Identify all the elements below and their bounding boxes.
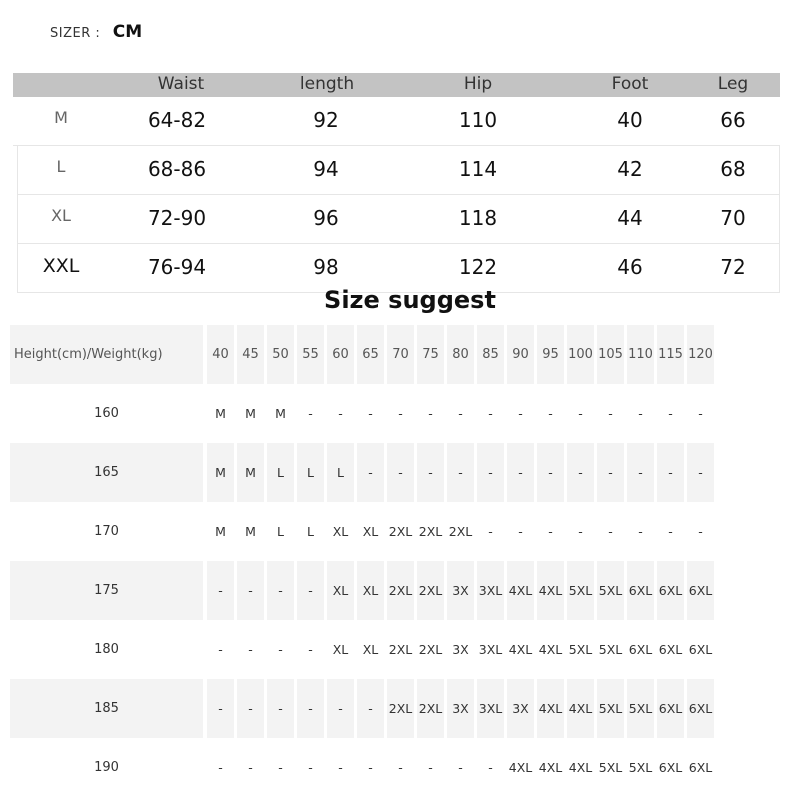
size-cell: - [417,443,444,502]
cell-hip: 110 [458,108,498,132]
size-cell: 2XL [418,524,443,539]
size-cell: - [297,561,324,620]
cell-foot: 44 [617,206,643,230]
size-cell: - [267,561,294,620]
size-cell: M [237,443,264,502]
weight-header-cell: 75 [417,325,444,384]
weight-header-cell: 85 [477,325,504,384]
weight-header-cell: 40 [207,325,234,384]
size-cell: 6XL [628,642,653,657]
size-suggest-grid [10,325,775,797]
measurement-table [13,73,780,293]
cell-size: XXL [42,255,80,277]
size-cell: - [477,443,504,502]
header-leg: Leg [717,74,749,94]
size-cell: - [458,406,463,421]
size-cell: L [307,524,314,539]
cell-length: 98 [313,255,339,279]
size-cell: 4XL [538,642,563,657]
size-cell: - [608,406,613,421]
size-cell: - [278,642,283,657]
size-cell: - [368,760,373,775]
size-cell: - [428,406,433,421]
cell-length: 92 [313,108,339,132]
size-cell: 5XL [598,642,623,657]
cell-leg: 68 [720,157,746,181]
size-cell: - [488,406,493,421]
cell-hip: 122 [458,255,498,279]
size-cell: 6XL [687,679,714,738]
weight-header-cell: 95 [537,325,564,384]
size-cell: - [338,406,343,421]
unit-label: SIZER : [50,26,101,41]
size-cell: 4XL [508,760,533,775]
size-cell: - [548,406,553,421]
header-hip: Hip [463,74,493,94]
weight-header-cell: 65 [357,325,384,384]
cell-hip: 118 [458,206,498,230]
size-cell: 4XL [537,679,564,738]
cell-waist: 72-90 [147,206,207,230]
size-cell: 4XL [537,561,564,620]
size-cell: - [608,524,613,539]
size-cell: M [215,406,226,421]
size-cell: XL [327,561,354,620]
size-cell: - [308,760,313,775]
size-cell: - [357,443,384,502]
size-cell: 6XL [687,561,714,620]
corner-label: Height(cm)/Weight(kg) [10,325,203,384]
size-cell: 3X [452,642,469,657]
size-cell: 4XL [567,679,594,738]
size-cell: - [387,443,414,502]
size-cell: - [398,406,403,421]
size-cell: 6XL [658,760,683,775]
size-cell: 6XL [688,760,713,775]
weight-header-cell: 90 [507,325,534,384]
size-cell: - [218,642,223,657]
cell-length: 94 [313,157,339,181]
cell-leg: 70 [720,206,746,230]
size-cell: 2XL [388,642,413,657]
size-cell: - [308,642,313,657]
suggest-row [10,620,775,679]
weight-header-cell: 60 [327,325,354,384]
size-cell: - [537,443,564,502]
size-cell: - [278,760,283,775]
header-waist: Waist [157,74,205,94]
size-cell: - [638,406,643,421]
cell-foot: 46 [617,255,643,279]
height-cell: 160 [94,406,119,421]
size-cell: 4XL [568,760,593,775]
suggest-row [10,443,775,502]
unit-value: CM [112,22,143,42]
size-cell: M [275,406,286,421]
size-cell: - [668,524,673,539]
size-cell: - [507,443,534,502]
size-cell: 2XL [388,524,413,539]
size-cell: - [627,443,654,502]
size-cell: - [638,524,643,539]
measurement-header [13,73,780,97]
size-cell: - [578,524,583,539]
header-length: length [299,74,355,94]
size-cell: 6XL [688,642,713,657]
size-cell: 5XL [627,679,654,738]
cell-waist: 68-86 [147,157,207,181]
size-cell: - [518,406,523,421]
size-cell: - [488,524,493,539]
size-cell: - [237,679,264,738]
size-cell: L [267,443,294,502]
size-cell: - [668,406,673,421]
size-cell: - [447,443,474,502]
size-cell: 2XL [417,561,444,620]
size-cell: - [308,406,313,421]
size-cell: 4XL [508,642,533,657]
suggest-row [10,384,775,443]
weight-header-cell: 120 [687,325,714,384]
size-cell: 3X [447,561,474,620]
size-cell: - [687,443,714,502]
size-cell: 3X [447,679,474,738]
size-cell: - [597,443,624,502]
size-cell: 3XL [477,561,504,620]
cell-waist: 76-94 [147,255,207,279]
weight-header-cell: 70 [387,325,414,384]
size-cell: M [245,406,256,421]
height-cell: 170 [94,524,119,539]
size-cell: - [237,561,264,620]
unit-line [50,22,142,42]
size-cell: M [207,443,234,502]
suggest-row [10,502,775,561]
measurement-row [17,146,780,195]
size-cell: M [215,524,226,539]
size-cell: - [248,760,253,775]
weight-header-cell: 55 [297,325,324,384]
size-cell: XL [332,524,349,539]
size-cell: 4XL [538,760,563,775]
height-cell: 180 [94,642,119,657]
size-cell: L [327,443,354,502]
size-cell: 5XL [568,642,593,657]
size-cell: 6XL [658,642,683,657]
size-cell: 2XL [418,642,443,657]
cell-leg: 72 [720,255,746,279]
cell-length: 96 [313,206,339,230]
size-cell: L [277,524,284,539]
size-cell: XL [362,642,379,657]
weight-header-cell: 80 [447,325,474,384]
size-cell: - [368,406,373,421]
suggest-row [10,679,775,738]
weight-header-cell: 45 [237,325,264,384]
size-cell: 5XL [567,561,594,620]
size-cell: - [518,524,523,539]
size-cell: 2XL [387,561,414,620]
cell-hip: 114 [458,157,498,181]
height-cell: 175 [10,561,203,620]
weight-header-cell: 115 [657,325,684,384]
size-cell: - [698,406,703,421]
weight-header-cell: 110 [627,325,654,384]
size-cell: - [248,642,253,657]
cell-waist: 64-82 [147,108,207,132]
size-cell: - [458,760,463,775]
size-cell: - [428,760,433,775]
size-suggest-title: Size suggest [324,286,496,314]
size-cell: 5XL [597,679,624,738]
size-cell: - [567,443,594,502]
size-cell: - [218,760,223,775]
suggest-row [10,738,775,797]
height-cell: 185 [10,679,203,738]
height-cell: 165 [10,443,203,502]
size-cell: - [207,561,234,620]
size-cell: 2XL [417,679,444,738]
size-cell: 2XL [387,679,414,738]
size-cell: XL [332,642,349,657]
size-cell: - [338,760,343,775]
cell-size: XL [51,206,71,225]
size-cell: - [207,679,234,738]
size-cell: XL [357,561,384,620]
size-cell: 2XL [448,524,473,539]
size-cell: 3XL [478,642,503,657]
size-cell: - [488,760,493,775]
weight-header-cell: 100 [567,325,594,384]
size-cell: 6XL [657,561,684,620]
size-cell: - [357,679,384,738]
size-cell: XL [362,524,379,539]
size-cell: 6XL [627,561,654,620]
size-cell: 3X [507,679,534,738]
size-cell: - [698,524,703,539]
size-cell: - [267,679,294,738]
header-foot: Foot [611,74,649,94]
cell-size: L [56,157,66,176]
cell-size: M [54,108,68,127]
size-cell: - [657,443,684,502]
measurement-row [17,195,780,244]
size-cell: - [548,524,553,539]
size-cell: - [327,679,354,738]
size-cell: L [297,443,324,502]
cell-foot: 40 [617,108,643,132]
weight-header-cell: 105 [597,325,624,384]
size-cell: - [297,679,324,738]
size-cell: 5XL [628,760,653,775]
size-cell: - [578,406,583,421]
measurement-row [13,97,780,146]
weight-header-cell: 50 [267,325,294,384]
size-cell: M [245,524,256,539]
suggest-row [10,561,775,620]
size-cell: 4XL [507,561,534,620]
cell-leg: 66 [720,108,746,132]
cell-foot: 42 [617,157,643,181]
size-cell: 3XL [477,679,504,738]
height-cell: 190 [94,760,119,775]
size-cell: 6XL [657,679,684,738]
weight-header-row [10,325,775,384]
size-cell: 5XL [598,760,623,775]
size-cell: - [398,760,403,775]
size-cell: 5XL [597,561,624,620]
